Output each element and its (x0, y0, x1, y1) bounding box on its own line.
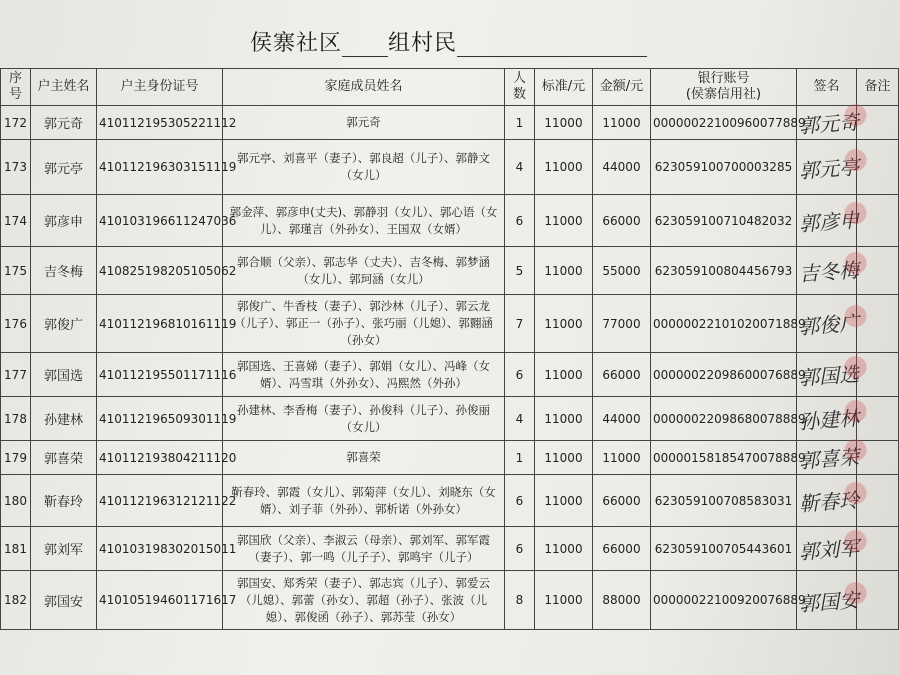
row-amount: 44000 (593, 397, 651, 441)
row-signature-cell (797, 106, 860, 140)
row-head-id: 410112196810161119 (97, 295, 223, 353)
row-no: 180 (1, 475, 31, 527)
row-no: 176 (1, 295, 31, 353)
row-count: 6 (505, 195, 535, 247)
header-head-name: 户主姓名 (31, 69, 97, 106)
header-note: 备注 (857, 69, 899, 106)
row-head-id: 410112195501171116 (97, 353, 223, 397)
header-bank-line2: (侯寨信用社) (685, 87, 762, 102)
header-count: 人数 (505, 69, 535, 106)
row-members: 郭合顺（父亲）、郭志华（丈夫）、吉冬梅、郭梦涵（女儿）、郭珂涵（女儿） (223, 247, 505, 295)
row-head-id: 410112196312121122 (97, 475, 223, 527)
row-standard: 11000 (535, 106, 593, 140)
row-no: 179 (1, 441, 31, 475)
header-members: 家庭成员姓名 (223, 69, 505, 106)
row-count: 6 (505, 527, 535, 571)
handwritten-signature: 郭国安 (798, 583, 860, 616)
header-sign: 签名 (797, 69, 857, 106)
table-row (1, 441, 899, 475)
handwritten-signature: 吉冬梅 (798, 254, 860, 287)
row-members: 郭喜荣 (223, 441, 505, 475)
row-members: 郭国选、王喜娣（妻子）、郭娟（女儿）、冯峰（女婿）、冯雪琪（外孙女）、冯熙然（外孙） (223, 353, 505, 397)
row-standard: 11000 (535, 140, 593, 195)
row-signature-cell (797, 247, 860, 295)
table-row (1, 195, 899, 247)
table-header-row (1, 69, 899, 106)
handwritten-signature: 郭元亭 (798, 150, 860, 183)
handwritten-signature: 郭彦申 (798, 204, 860, 237)
row-standard: 11000 (535, 397, 593, 441)
row-no: 177 (1, 353, 31, 397)
handwritten-signature: 郭刘军 (798, 532, 860, 565)
row-standard: 11000 (535, 475, 593, 527)
header-no: 序号 (1, 69, 31, 106)
row-head-name: 郭彦申 (31, 195, 97, 247)
row-members: 靳春玲、郭霞（女儿）、郭菊萍（女儿）、刘晓东（女婿）、刘子菲（外孙）、郭析诺（外孙女） (223, 475, 505, 527)
row-no: 181 (1, 527, 31, 571)
row-members: 郭金萍、郭彦申(丈夫)、郭静羽（女儿）、郭心语（女儿）、郭瑾言（外孙女）、王国双（女婿） (223, 195, 505, 247)
row-no: 173 (1, 140, 31, 195)
row-signature-cell (797, 353, 860, 397)
row-head-id: 410112195305221112 (97, 106, 223, 140)
row-account: 623059100710482032 (651, 195, 797, 247)
row-count: 6 (505, 475, 535, 527)
row-amount: 66000 (593, 475, 651, 527)
row-count: 7 (505, 295, 535, 353)
row-account: 00000022098600076889 (651, 353, 797, 397)
row-amount: 88000 (593, 571, 651, 630)
row-count: 1 (505, 106, 535, 140)
payment-table (0, 68, 899, 630)
row-signature-cell (797, 295, 860, 353)
row-signature-cell (797, 441, 860, 475)
row-members: 郭国安、郑秀荣（妻子）、郭志宾（儿子）、郭爱云（儿媳）、郭蕾（孙女）、郭超（孙子）、张波（儿媳）、郭俊函（孙子）、郭苏莹（孙女） (223, 571, 505, 630)
row-account: 00000022100920076889 (651, 571, 797, 630)
row-head-name: 郭元亭 (31, 140, 97, 195)
title-villagers: 组村民 (388, 31, 458, 56)
document-title (250, 26, 647, 58)
row-count: 1 (505, 441, 535, 475)
handwritten-signature: 郭元奇 (798, 106, 860, 139)
row-head-name: 郭国选 (31, 353, 97, 397)
row-standard: 11000 (535, 353, 593, 397)
handwritten-signature: 孙建林 (798, 402, 860, 435)
title-blank-group (342, 32, 388, 57)
row-amount: 44000 (593, 140, 651, 195)
row-no: 182 (1, 571, 31, 630)
header-bank-line1: 银行账号 (697, 71, 750, 86)
row-account: 623059100705443601 (651, 527, 797, 571)
row-no: 172 (1, 106, 31, 140)
table-row (1, 295, 899, 353)
row-head-id: 410103196611247036 (97, 195, 223, 247)
row-head-name: 吉冬梅 (31, 247, 97, 295)
row-signature-cell (797, 195, 860, 247)
handwritten-signature: 郭喜荣 (798, 441, 860, 474)
row-head-name: 靳春玲 (31, 475, 97, 527)
row-no: 175 (1, 247, 31, 295)
table-row (1, 140, 899, 195)
row-head-name: 郭国安 (31, 571, 97, 630)
row-members: 郭俊广、牛香枝（妻子）、郭沙林（儿子）、郭云龙（儿子）、郭正一（孙子）、张巧丽（儿媳）、郭翾涵（孙女） (223, 295, 505, 353)
table-row (1, 527, 899, 571)
title-blank-tail (457, 32, 647, 57)
row-amount: 11000 (593, 441, 651, 475)
title-community: 侯寨社区 (250, 31, 343, 56)
row-amount: 55000 (593, 247, 651, 295)
row-head-id: 410112196509301119 (97, 397, 223, 441)
row-account: 623059100700003285 (651, 140, 797, 195)
row-account: 623059100804456793 (651, 247, 797, 295)
row-account: 00000022100960077889 (651, 106, 797, 140)
header-head-id: 户主身份证号 (97, 69, 223, 106)
row-account: 00000022098680078889 (651, 397, 797, 441)
row-head-name: 郭喜荣 (31, 441, 97, 475)
row-standard: 11000 (535, 295, 593, 353)
row-no: 174 (1, 195, 31, 247)
row-signature-cell (797, 140, 860, 195)
handwritten-signature: 靳春玲 (798, 484, 860, 517)
row-count: 4 (505, 140, 535, 195)
row-amount: 66000 (593, 195, 651, 247)
row-head-id: 410825198205105062 (97, 247, 223, 295)
row-head-name: 郭刘军 (31, 527, 97, 571)
table-row (1, 247, 899, 295)
row-head-name: 孙建林 (31, 397, 97, 441)
row-members: 郭元亭、刘喜平（妻子）、郭良超（儿子）、郭静文（女儿） (223, 140, 505, 195)
row-amount: 77000 (593, 295, 651, 353)
row-amount: 11000 (593, 106, 651, 140)
row-members: 郭元奇 (223, 106, 505, 140)
header-bank (651, 69, 797, 106)
row-signature-cell (797, 475, 860, 527)
row-head-id: 410103198302015011 (97, 527, 223, 571)
row-account: 00000158185470078889 (651, 441, 797, 475)
row-amount: 66000 (593, 527, 651, 571)
row-count: 4 (505, 397, 535, 441)
row-members: 孙建林、李香梅（妻子）、孙俊科（儿子）、孙俊丽（女儿） (223, 397, 505, 441)
row-no: 178 (1, 397, 31, 441)
table-row (1, 571, 899, 630)
row-head-id: 410112193804211120 (97, 441, 223, 475)
table-row (1, 106, 899, 140)
row-head-name: 郭俊广 (31, 295, 97, 353)
row-account: 623059100708583031 (651, 475, 797, 527)
row-standard: 11000 (535, 527, 593, 571)
row-account: 00000022101020071889 (651, 295, 797, 353)
row-head-id: 410105194601171617 (97, 571, 223, 630)
row-signature-cell (797, 397, 860, 441)
table-row (1, 397, 899, 441)
handwritten-signature: 郭俊广 (798, 307, 860, 340)
row-count: 8 (505, 571, 535, 630)
row-standard: 11000 (535, 441, 593, 475)
header-standard: 标准/元 (535, 69, 593, 106)
row-signature-cell (797, 527, 860, 571)
header-amount: 金额/元 (593, 69, 651, 106)
row-amount: 66000 (593, 353, 651, 397)
row-head-id: 410112196303151119 (97, 140, 223, 195)
row-standard: 11000 (535, 195, 593, 247)
handwritten-signature: 郭国选 (798, 358, 860, 391)
row-signature-cell (797, 571, 860, 630)
table-row (1, 353, 899, 397)
row-members: 郭国欣（父亲）、李淑云（母亲）、郭刘军、郭军霞（妻子）、郭一鸣（儿子子）、郭鸣宇（儿子） (223, 527, 505, 571)
row-count: 5 (505, 247, 535, 295)
table-row (1, 475, 899, 527)
row-count: 6 (505, 353, 535, 397)
row-standard: 11000 (535, 247, 593, 295)
row-head-name: 郭元奇 (31, 106, 97, 140)
row-standard: 11000 (535, 571, 593, 630)
table-body (1, 106, 899, 630)
